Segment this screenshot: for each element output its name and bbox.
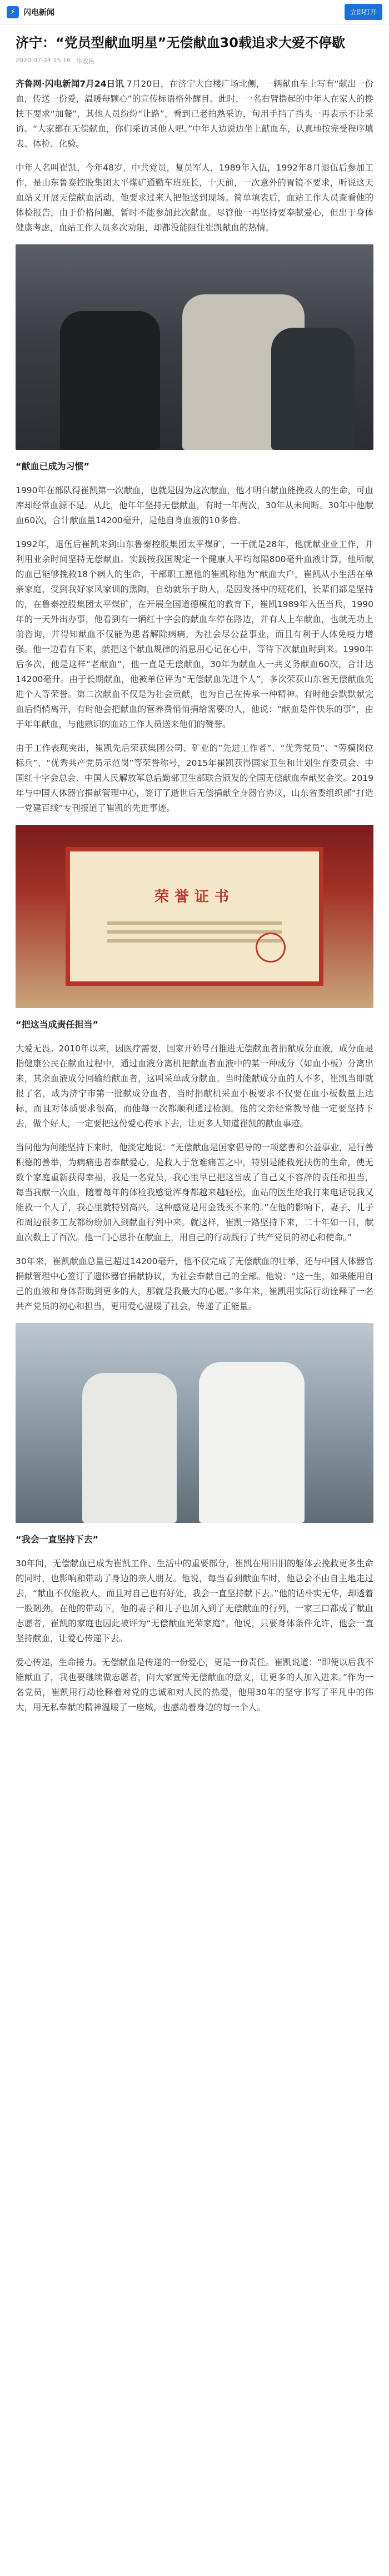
- paragraph: 爱心传递，生命接力。无偿献血是传递的一份爱心，更是一份责任。崔凯说道：“即便以后我不能献血了，我也要继续做志愿者，向大家宣传无偿献血的意义，让更多的人加入进来。”作为一名党员，崔凯用行动诠释着对党的忠诚和对人民的热爱，他用30年的坚守书写了平凡中的伟大，用无私奉献的精神温暖了一座城，也感动着身边的每一个人。: [16, 1657, 373, 1712]
- app-header: [0, 0, 389, 24]
- author-name: 牛政民: [76, 58, 95, 65]
- photo-blood-donation-bus: [16, 244, 373, 450]
- section-heading: “把这当成责任担当”: [16, 1019, 99, 1030]
- section-heading: “献血已成为习惯”: [16, 461, 90, 472]
- paragraph: 30年来，崔凯献血总量已超过14200毫升，他不仅完成了无偿献血的壮举，还与中国人体器官捐献管理中心签订了遗体器官捐献协议，为社会奉献自己的全部。他说：“这一生，如果能用自己的血液和身体帮助到更多的人，那就是我最大的心愿。”多年来，崔凯用实际行动诠释了一名共产党员的初心和担当，更用爱心温暖了社会，传递了正能量。: [16, 1256, 373, 1311]
- article-title: 济宁：“党员型献血明星”无偿献血30载追求大爱不停歇: [16, 35, 345, 51]
- paragraph: 1990年在部队得崔凯第一次献血，也就是因为这次献血，他才明白献血能挽救人的生命，可血库却经常血源不足。从此，他年年坚持无偿献血，有时一年两次，30年从未间断。30年中他献血60次，合计献血量14200毫升，是他自身血液的10多倍。: [16, 485, 373, 525]
- photo-donor-portrait: [16, 1323, 373, 1523]
- certificate-heading-graphic: 荣誉证书: [154, 888, 235, 905]
- lead-text: 7月20日，在济宁大白楼广场北侧，一辆献血车上写有“献出一份血，传送一份爱，温暖每颗心”的宣传标语格外醒目。此时，一名右臂撸起的中年人在家人的搀扶下要求“加餐”，其他人员纷纷“让路”，看到已老拍熟采访，句用手挡了挡头一再表示不让采访。“大家都在无偿献血，你们采访其他人吧。”中年人边说边坐上献血车，认真地按完受程序填表、体检、化验。: [16, 79, 373, 149]
- paragraph: 1992年，退伍后崔凯来到山东鲁泰控股集团太平煤矿，一干就是28年，他就献业业工作，并利用业余时间坚持无偿献血。实践按我国规定一个健康人平均每隔800毫升血液计算，他所献的血已能够挽救18个病人的生命，干部职工愿他的崔凯称他为“献血大户，崔凯从小生活在单亲家庭，受到我好家风家训的熏陶，自幼就乐于助人，是因发扬中的班花们，长辈们都是坚持的，在鲁泰控股集团太平煤矿，在开展全国道德模范的教育下，崔凯1989年入伍当兵，1990年的一天外出办事，他看到有一辆红十字会的献血车停在路边，并有人上车献血，也就无功上前咨询，并得知献血不仅能为患者解除病痛，为社会尽公益事业，而且有利于人体免疫力增强。他一边看有下来，就把这个献血规律的消息用心记在心中，等待下次献血时到来。1990年后多次，他是这样“老献血”，他一直是无偿献血，30年为献血人一共义务献血60次，合计达14200毫升。由于长期献血，他被单位评为“无偿献血先进个人”，多次荣获山东省无偿献血先进个人等荣誉。第二次献血不仅是为社会贡献，也为自己在传承一种精神。有时他会默默献完血后悄悄离开，有时他会把献血的营养费悄悄捐给需要的人，他说：“献血是件快乐的事”，由于年年献血，与他熟识的血站工作人员送来他们的赞誉。: [16, 539, 373, 729]
- paragraph: 中年人名叫崔凯，今年48岁，中共党员，复员军人，1989年入伍，1992年8月退伍后参加工作，是山东鲁泰控股集团太平煤矿通勤车班班长，十天前，一次意外的胃镜不要求，听说这天血站又开展无偿献血活动，他要求过来人把他送到现场。简单填表后，血站工作人员查看他的体检报告，由于价格问题，暂时不能参加此次献血。尽管他一再坚持要奉献爱心，但出于身体健康考虑，血站工作人员多次劝阻，却都没能阻住崔凯献血的热情。: [16, 163, 373, 233]
- paragraph: 当问他为何能坚持下来时，他淡定地说：“无偿献血是国家倡导的一项慈善和公益事业，是行善积德的善举，为病痛患者奉献爱心，是救人于危难痛苦之中，特别是能救死扶伤的生命，使无数个家庭重新获得幸福，我是一名党员，我心里早已把这当成了自己义不容辞的责任和担当，每当我献一次血，随着每年的体检我感觉浑身都越来越轻松，血站的医生给我打来电话说我又能救一个人了，我心里就特别高兴，这种感觉是用金钱买不来的。”在他的影响下，妻子、儿子和周边很多工友都纷纷加入到献血行列中来。就这样，崔凯一路坚持下来，二十年如一日，献血次数上了百次。他一门心思扑在献血上，用自己的行动践行了共产党员的初心和使命。”: [16, 1142, 373, 1242]
- certificate-image: [66, 847, 323, 986]
- lightning-logo-icon: ⚡: [7, 6, 19, 18]
- open-app-button[interactable]: 立即打开: [345, 4, 382, 20]
- article-body: [0, 24, 389, 1741]
- brand-name: 闪电新闻: [23, 8, 54, 17]
- lead-label: 齐鲁网·闪电新闻7月24日讯: [16, 79, 124, 89]
- article-meta: [16, 57, 373, 66]
- section-heading: “我会一直坚持下去”: [16, 1534, 99, 1545]
- brand: [7, 6, 54, 18]
- paragraph: 30年间，无偿献血已成为崔凯工作、生活中的重要部分，崔凯在用旧旧的躯体去挽救更多生命的同时，也影响和带动了身边的亲人朋友。他说，每当看到献血车时，他总会不由自主地走过去，“献血不仅能救人，而且对自己也有好处，我会一直坚持献下去。”他的话朴实无华，却透着一股韧劲。在他的带动下，他的妻子和儿子也加入到了无偿献血的行列，一家三口都成了献血志愿者，崔凯的家庭也因此被评为“无偿献血光荣家庭”。他说，只要身体条件允许，他会一直坚持献血，让爱心传递下去。: [16, 1558, 373, 1643]
- paragraph: 由于工作表现突出，崔凯先后荣获集团公司、矿业的“先进工作者”、“优秀党员”、“劳模岗位标兵”、“优秀共产党员示范岗”等荣誉称号，2015年崔凯获得国家卫生和计划生育委员会、中国红十字会总会、中国人民解放军总后勤部卫生部联合颁发的全国无偿献血奉献奖金奖。2019年与中国人体器官捐献管理中心，签订了逝世后无偿捐献全身器官协议，山东省委组织部“打造一党建百线”专刊报道了崔凯的先进事迹。: [16, 743, 373, 813]
- paragraph-lead: [16, 77, 373, 152]
- publish-time: 2020-07-24 15:16: [16, 57, 71, 64]
- seal-icon: [256, 933, 286, 963]
- paragraph: 大爱无畏。2010年以来，因医疗需要，国家开始号召推进无偿献血者捐献成分血液，成分血是指健康公民在献血过程中，通过血液分离机把献血者血液中的某一种成分（如血小板）分离出来，其余血液成分回输给献血者，这叫采单成分献血。当时能献成分血的人不多，崔凯当即就报了名，成为济宁市第一批献成分血者，当时捐献机采血小板要求不仅要在血小板数量上达标，而且对体质要求很高，而他每一次都顺利通过检测。他的父亲经常教导他一定要坚持下去，做个好人，一定要把这份爱心传承下去，让更多人知道崔凯的献血事迹。: [16, 1044, 373, 1129]
- photo-honor-certificate: [16, 825, 373, 1008]
